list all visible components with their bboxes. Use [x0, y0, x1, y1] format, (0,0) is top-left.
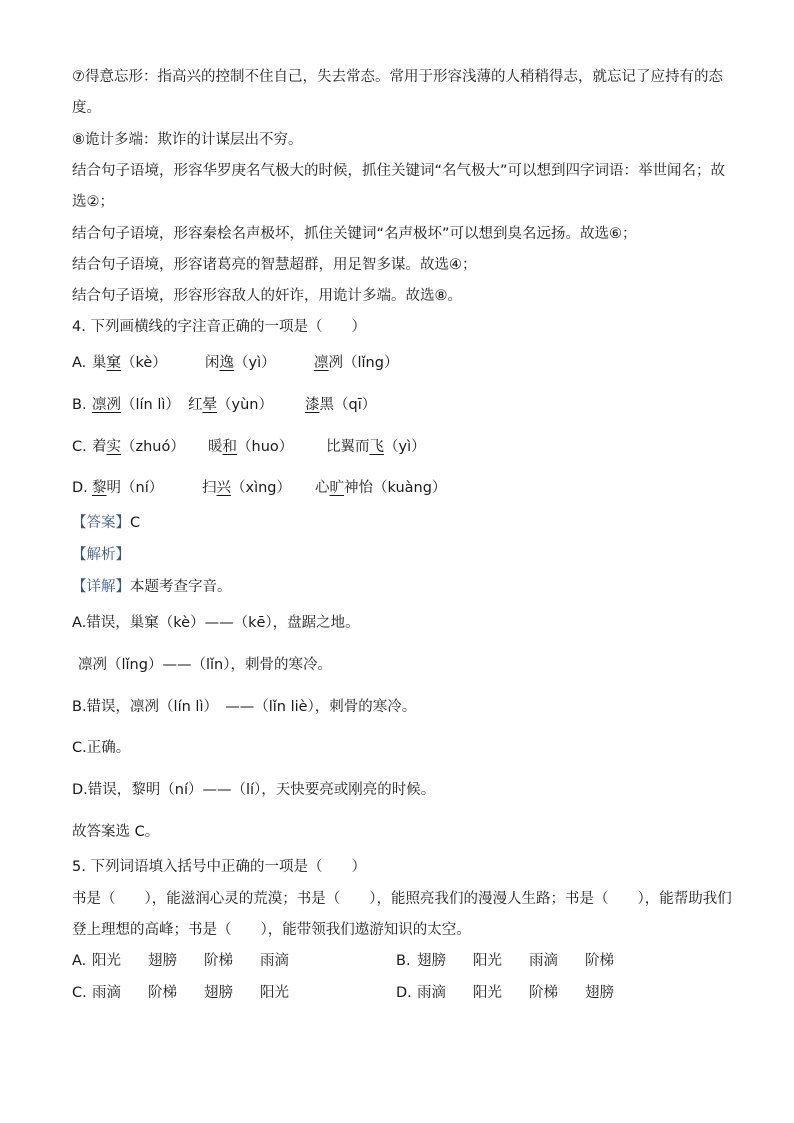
line-7: 结合句子语境，形容诸葛亮的智慧超群，用足智多谋。故选④；: [72, 257, 477, 273]
q4-option-a-word-2: [205, 353, 276, 373]
text: 黑: [319, 397, 334, 413]
underlined-char: 飞: [369, 439, 384, 455]
text: 心: [315, 480, 330, 496]
line-4: 结合句子语境，形容华罗庚名气极大的时候，抓住关键词“名气极大”可以想到四字词语：举世闻名；故: [72, 163, 726, 179]
pinyin: （yì）: [234, 355, 276, 371]
pinyin: （lín lì）: [121, 397, 180, 413]
q4-option-d-word-3: [315, 478, 446, 498]
q5-option-a-item: 雨滴: [260, 953, 289, 969]
q5-option-b-item: 雨滴: [529, 953, 558, 969]
underlined-char: 晕: [202, 397, 217, 413]
answer-line: [72, 513, 140, 533]
answer-conclusion: 故答案选 C。: [72, 824, 160, 840]
text: 比翼而: [326, 439, 370, 455]
explanation-a: A.错误，巢窠（kè）——（kē），盘踞之地。: [72, 615, 360, 631]
q4-option-d-word-1: [92, 478, 163, 498]
q5-option-c-item: 阶梯: [148, 985, 177, 1001]
q5-option-d-label: D.: [396, 985, 412, 1001]
text: 暖: [208, 439, 223, 455]
q4-option-a-label: A.: [72, 355, 87, 371]
q4-option-c-word-3: [326, 437, 426, 457]
q5-option-a-label: A.: [72, 953, 87, 969]
underlined-char: 旷: [329, 480, 344, 496]
underlined-char: 逸: [219, 355, 234, 371]
underlined-char: 窠: [106, 355, 121, 371]
pinyin: （kè）: [121, 355, 167, 371]
answer-value: C: [130, 515, 141, 531]
pinyin: （yì）: [384, 439, 426, 455]
line-5: 选②；: [72, 194, 114, 210]
underlined-char: 实: [106, 439, 121, 455]
pinyin: （yùn）: [217, 397, 273, 413]
question-5-stem: 5. 下列词语填入括号中正确的一项是（ ）: [72, 859, 366, 875]
q4-option-b-word-1: [92, 395, 180, 415]
q5-option-a-item: 阳光: [92, 953, 121, 969]
q5-option-d-item: 阳光: [473, 985, 502, 1001]
q4-option-b-word-2: [188, 395, 273, 415]
explanation-a-2: 凛冽（lǐng）——（lǐn），刺骨的寒冷。: [78, 657, 332, 673]
q5-option-b-item: 阶梯: [585, 953, 614, 969]
question-5-passage-2: 登上理想的高峰；书是（ ），能带领我们遨游知识的太空。: [72, 922, 471, 938]
line-6: 结合句子语境，形容秦桧名声极坏，抓住关键词“名声极坏”可以想到臭名远扬。故选⑥；: [72, 226, 637, 242]
text: 闲: [205, 355, 220, 371]
text: 明: [106, 480, 121, 496]
q5-option-b-item: 翅膀: [417, 953, 446, 969]
explanation-c: C.正确。: [72, 740, 131, 756]
q4-option-b-word-3: [305, 395, 376, 415]
underlined-char: 漆: [305, 397, 320, 413]
text: 巢: [92, 355, 107, 371]
question-5-passage-1: 书是（ ），能滋润心灵的荒漠；书是（ ），能照亮我们的漫漫人生路；书是（ ），能帮助我们: [72, 891, 732, 907]
q5-option-d-item: 翅膀: [585, 985, 614, 1001]
underlined-char: 黎: [92, 480, 107, 496]
q4-option-d-word-2: [202, 478, 291, 498]
underlined-char: 凛冽: [92, 397, 121, 413]
explanation-b: B.错误，凛冽（lín lì） ——（lǐn liè），刺骨的寒冷。: [72, 699, 417, 715]
q5-option-c-item: 雨滴: [92, 985, 121, 1001]
answer-tag: 【答案】: [72, 515, 130, 531]
detail-line: [72, 577, 232, 597]
q5-option-c-label: C.: [72, 985, 87, 1001]
underlined-char: 兴: [216, 480, 231, 496]
q4-option-d-label: D.: [72, 480, 88, 496]
pinyin: （ní）: [121, 480, 164, 496]
detail-tag: 【详解】: [72, 579, 130, 595]
q5-option-c-item: 翅膀: [204, 985, 233, 1001]
q5-option-c-item: 阳光: [260, 985, 289, 1001]
q5-option-b-label: B.: [396, 953, 411, 969]
q5-option-b-item: 阳光: [473, 953, 502, 969]
explanation-d: D.错误，黎明（ní）——（lí），天快要亮或刚亮的时候。: [72, 782, 436, 798]
pinyin: （lǐng）: [343, 355, 399, 371]
text: 着: [92, 439, 107, 455]
question-4-stem: 4. 下列画横线的字注音正确的一项是（ ）: [72, 319, 366, 335]
underlined-char: 凛: [314, 355, 329, 371]
text: 神怡: [344, 480, 373, 496]
underlined-char: 和: [222, 439, 237, 455]
line-8: 结合句子语境，形容形容敌人的奸诈，用诡计多端。故选⑧。: [72, 288, 462, 304]
detail-text: 本题考查字音。: [130, 579, 232, 595]
text: 红: [188, 397, 203, 413]
q5-option-a-item: 阶梯: [204, 953, 233, 969]
q4-option-a-word-1: [92, 353, 167, 373]
q5-option-d-item: 雨滴: [417, 985, 446, 1001]
q4-option-c-word-2: [208, 437, 293, 457]
line-2: 度。: [72, 100, 101, 116]
text: 冽: [328, 355, 343, 371]
q5-option-d-item: 阶梯: [529, 985, 558, 1001]
pinyin: （xìng）: [231, 480, 292, 496]
text: 扫: [202, 480, 217, 496]
q4-option-b-label: B.: [72, 397, 87, 413]
pinyin: （qī）: [334, 397, 377, 413]
q5-option-a-item: 翅膀: [148, 953, 177, 969]
line-1: ⑦得意忘形：指高兴的控制不住自己，失去常态。常用于形容浅薄的人稍稍得志，就忘记了应持有的态: [72, 69, 723, 85]
pinyin: （zhuó）: [121, 439, 185, 455]
pinyin: （huo）: [237, 439, 294, 455]
q4-option-a-word-3: [314, 353, 398, 373]
q4-option-c-label: C.: [72, 439, 87, 455]
pinyin: （kuàng）: [373, 480, 447, 496]
analysis-tag: 【解析】: [72, 547, 130, 563]
q4-option-c-word-1: [92, 437, 185, 457]
line-3: ⑧诡计多端：欺诈的计谋层出不穷。: [72, 132, 303, 148]
